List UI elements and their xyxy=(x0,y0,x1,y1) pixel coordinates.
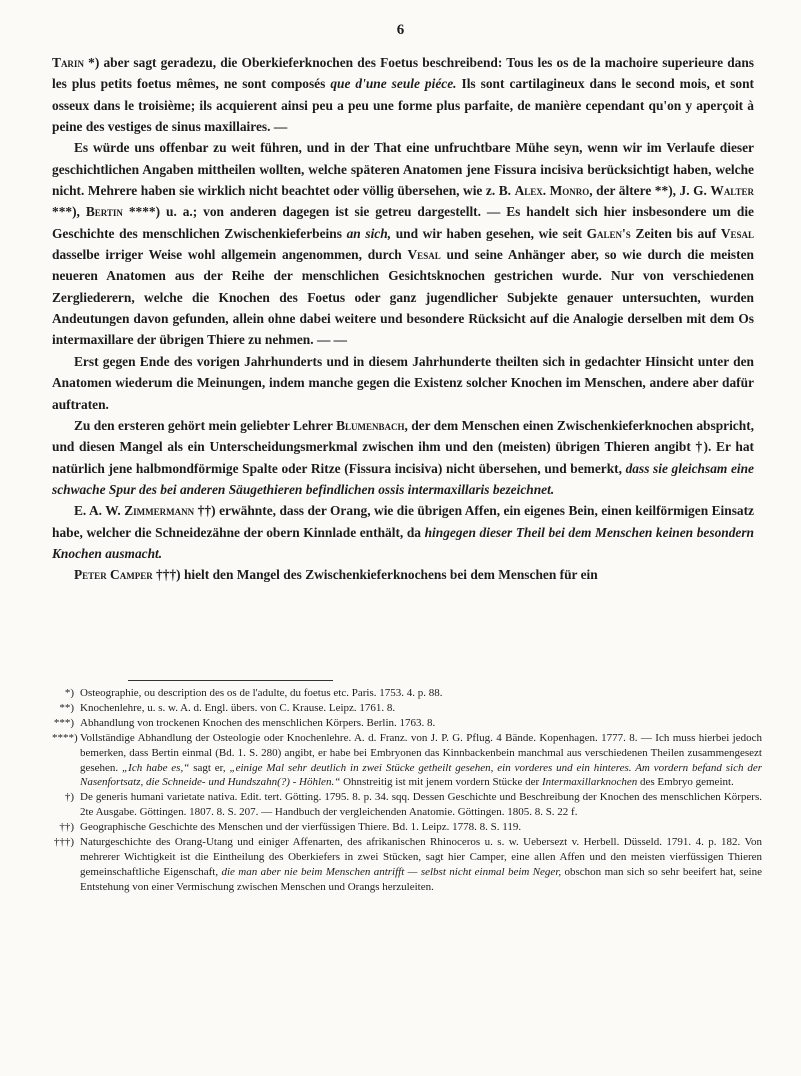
footnote-text: Geographische Geschichte des Menschen und der vierfüssigen Thiere. Bd. 1. Leipz. 1778. 8. S. 119. xyxy=(80,821,522,834)
footnote-text-part: Ohnstreitig ist mit jenem vordern Stücke der xyxy=(340,776,542,789)
paragraph-5 xyxy=(52,500,754,564)
footnote-text xyxy=(80,731,762,791)
paragraph-2-text: Es würde uns offenbar zu weit führen, und in der That eine unfruchtbare Mühe seyn, wenn wir im Verlaufe dieser geschichtlichen Angaben mittheilen wollten, welche späteren Anatomen jene Fissura incisiva berücksichtigt haben, welche nicht. Mehrere haben sie wirklich nicht beachtet oder völlig übersehen, wie z. B. xyxy=(52,140,754,199)
paragraph-5-text: E. A. W. xyxy=(74,503,125,519)
footnote-mark: **) xyxy=(59,701,74,714)
author-name-tarin: arin xyxy=(60,55,84,70)
footnote-text-part: Naturgeschichte des Orang-Utang und einiger Affenarten, des afrikanischen Rhinoceros u. s. w. Uebersezt v. Herbell. Düsseld. 1791. 4. p. 182. Von mehrerer Wichtigkeit ist die Eintheilung des Oberkiefers in zwei Stücken, sagt hier Camper, eine allen Affen und den meisten vierfüssigen Thieren gemeinschaftliche Eigenschaft, xyxy=(80,836,762,878)
footnote-text: De generis humani varietate nativa. Edit. tert. Götting. 1795. 8. p. 34. sqq. Dessen Geschichte und Beschreibung der Knochen des menschlichen Körpers. 2te Ausgabe. Göttingen. 1807. 8. S. 207. — Handbuch der vergleichenden Anatomie. Göttingen. 1805. 8. S. 22 f. xyxy=(80,791,762,819)
author-name-blumenbach: Blumenbach xyxy=(336,417,405,433)
dropcap-initial: T xyxy=(52,55,61,70)
paragraph-2 xyxy=(52,137,754,350)
footnote-text: Abhandlung von trockenen Knochen des menschlichen Körpers. Berlin. 1763. 8. xyxy=(80,716,436,729)
footnote-text: Osteographie, ou description des os de l'adulte, du foetus etc. Paris. 1753. 4. p. 88. xyxy=(80,687,443,699)
paragraph-6 xyxy=(52,564,754,585)
paragraph-4-emphasis: dass sie gleichsam eine schwache Spur des bei anderen Säugethieren befindlichen ossis intermaxillaris bezeichnet. xyxy=(52,460,755,497)
footnote-text-part: sagt er, xyxy=(189,761,230,774)
paragraph-2-text-5: und wir haben gesehen, wie seit xyxy=(391,225,587,241)
footnote-mark: ††) xyxy=(59,821,74,834)
footnote-mark: †††) xyxy=(53,836,74,849)
paragraph-2-text-2: , der ältere **), J. G. xyxy=(589,183,711,199)
footnote-3 xyxy=(52,716,762,731)
paragraph-4-text-2: , der dem Menschen einen Zwischenkieferknochen abspricht, und diesen Mangel als ein Unterscheidungsmerkmal zwischen ihm und den (meisten) übrigen Thieren angibt †). Er hat natürlich jene halbmondförmige Spalte oder Ritze (Fissura incisiva) nicht übersehen, und bemerkt, xyxy=(52,417,754,476)
footnote-quote: „Ich habe es,“ xyxy=(122,761,190,774)
footnote-1 xyxy=(52,686,762,701)
author-name-monro: Alex. Monro xyxy=(514,183,590,199)
author-name-vesal-2: Vesal xyxy=(407,247,441,263)
footnote-mark: ***) xyxy=(53,716,74,729)
paragraph-1-text-2: Ils sont cartilagineux dans le second mois, et sont osseux dans le troisième; ils acquierent ainsi peu a peu une forme plus parfaite, de manière cependant qu'on y aperçoit à peine des vestiges de sinus maxillaires. — xyxy=(52,76,754,135)
paragraph-2-text-8: und seine Anhänger aber, so wie durch die meisten neueren Anatomen aus der Reihe der menschlichen Gesichtsknochen gestrichen wurde. Nur von verschiedenen Zergliederern, welche die Knochen des Foetus oder ganz jugendlicher Subjekte genauer untersuchten, wurden Andeutungen davon gefunden, allein ohne dabei weitere und besondere Rücksicht auf die Analogie derselben mit dem Os intermaxillare der übrigen Thiere zu nehmen. — — xyxy=(52,247,754,348)
paragraph-4 xyxy=(52,415,754,500)
paragraph-3 xyxy=(52,351,754,415)
paragraph-2-text-7: dasselbe irriger Weise wohl allgemein angenommen, durch xyxy=(52,247,408,263)
footnote-quote: „einige Mal sehr deutlich in zwei Stücke getheilt gesehen, ein vorderes und ein hinteres. Am vordern befand sich der Nasenfortsatz, die Schneide- und Hundszahn(?) - Höhlen.“ xyxy=(80,761,763,789)
paragraph-5-text-2: ††) erwähnte, dass der Orang, wie die übrigen Affen, ein eigenes Bein, einen keilförmigen Einsatz habe, welcher die Schneidezähne der obern Kinnlade enthält, da xyxy=(52,503,755,540)
footnote-mark: †) xyxy=(64,791,74,804)
footnote-2 xyxy=(52,701,762,716)
paragraph-4-text: Zu den ersteren gehört mein geliebter Lehrer xyxy=(74,417,337,433)
footnote-text-part: obschon man sich so sehr beeifert hat, seine Entstehung von einer Vermischung zwischen Menschen und Orangs herzuleiten. xyxy=(80,865,762,893)
paragraph-5-emphasis: hingegen dieser Theil bei dem Menschen keinen besondern Knochen ausmacht. xyxy=(52,524,755,561)
footnote-text-part: des Embryo gemeint. xyxy=(637,776,734,789)
paragraph-2-text-4: ****) u. a.; von anderen dagegen ist sie getreu dargestellt. — Es handelt sich hier insbesondere um die Geschichte des menschlichen Zwischenkieferbeins xyxy=(52,204,754,241)
footnote-5 xyxy=(52,790,762,820)
footnote-text-part: Vollständige Abhandlung der Osteologie oder Knochenlehre. A. d. Franz. von J. P. G. Pflug. 4 Bände. Kopenhagen. 1777. 8. — Ich muss hierbei jedoch bemerken, dass Bertin einmal (Bd. 1. S. 280) angibt, er habe bei Embryonen das Kinnbackenbein manchmal aus verschiedenen Theilen zusammengesezt gesehen. xyxy=(80,731,762,774)
author-name-zimmermann: Zimmermann xyxy=(124,503,195,519)
footnote-emphasis: die man aber nie beim Menschen antrifft — selbst nicht einmal beim Neger, xyxy=(221,865,562,878)
author-name-walter: Walter xyxy=(710,183,754,199)
author-name-camper: Peter Camper xyxy=(74,567,153,583)
paragraph-2-text-3: ***), xyxy=(52,204,86,220)
footnote-7 xyxy=(52,835,762,895)
footnote-text: Knochenlehre, u. s. w. A. d. Engl. übers. von C. Krause. Leipz. 1761. 8. xyxy=(80,701,396,714)
footnote-divider xyxy=(128,680,333,681)
paragraph-1-text: *) aber sagt geradezu, die Oberkieferknochen des Foetus beschreibend: Tous les os de la machoire superieure dans les plus petits foetus mêmes, ne sont composés xyxy=(52,55,754,92)
page-number: 6 xyxy=(396,22,405,38)
footnote-emphasis: Intermaxillarknochen xyxy=(541,776,638,789)
footnote-6 xyxy=(52,820,762,835)
footnote-4 xyxy=(52,731,762,791)
paragraph-2-text-6: Zeiten bis auf xyxy=(630,225,721,241)
paragraph-1 xyxy=(52,52,754,137)
author-name-galen: Galen's xyxy=(586,225,631,241)
author-name-bertin: Bertin xyxy=(85,204,123,220)
paragraph-6-text: †††) hielt den Mangel des Zwischenkieferknochens bei dem Menschen für ein xyxy=(152,567,598,583)
footnote-mark: *) xyxy=(64,687,74,699)
footnote-text xyxy=(80,835,762,895)
footnote-mark: ****) xyxy=(52,731,78,744)
author-name-vesal: Vesal xyxy=(720,225,754,241)
paragraph-3-text: Erst gegen Ende des vorigen Jahrhunderts und in diesem Jahrhunderte theilten sich in gedachter Hinsicht unter den Anatomen wiederum die Meinungen, indem manche gegen die Existenz solcher Knochen im Menschen, andere aber dafür auftraten. xyxy=(52,353,754,412)
footnotes xyxy=(52,686,762,895)
paragraph-2-emphasis: an sich, xyxy=(346,225,392,241)
paragraph-1-emphasis: que d'une seule piéce. xyxy=(330,76,457,92)
main-text xyxy=(52,52,754,586)
